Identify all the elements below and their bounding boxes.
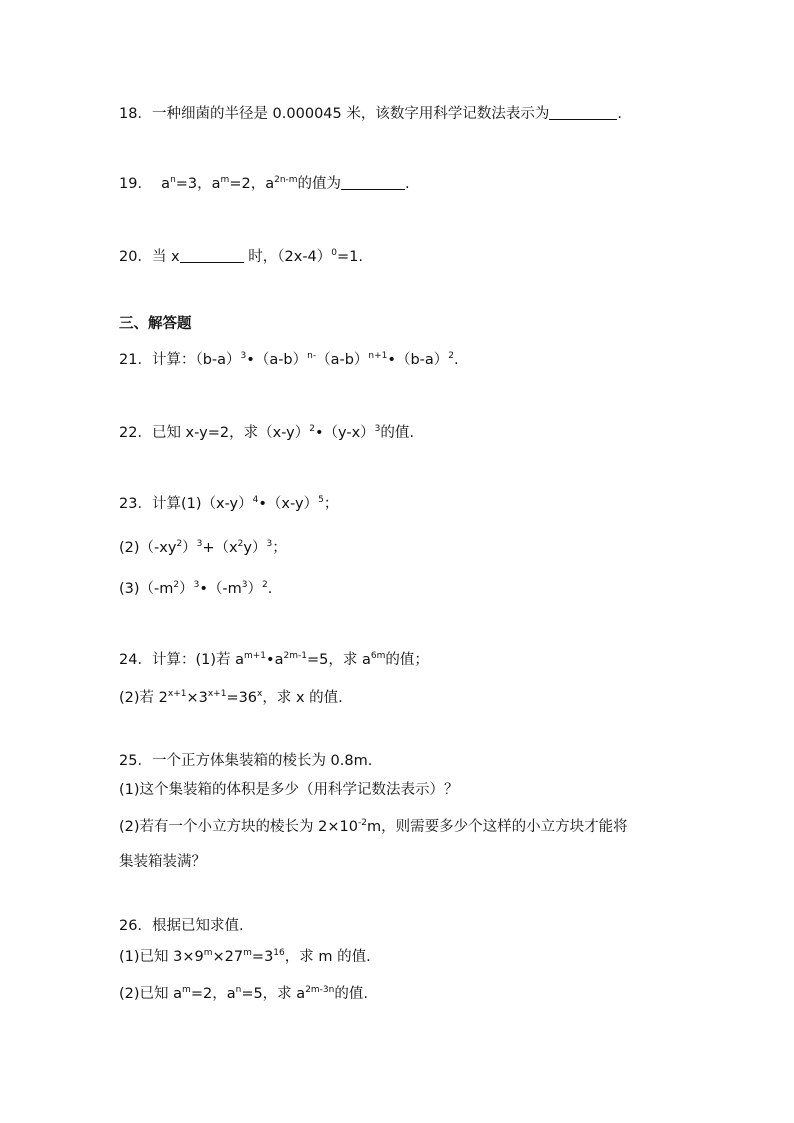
answer-blank: [180, 248, 244, 264]
question-18: 18．一种细菌的半径是 0.000045 米，该数字用科学记数法表示为 .: [119, 106, 622, 122]
question-23-line-2: $(2)(-xy^2)^3+(x^2y)^3$；: [119, 539, 287, 556]
question-26-line-3: (2)已知 $a^m=2$，$a^n=5$，求 $a^{2m-3n}$的值.: [119, 985, 368, 1002]
question-24-line-1: 24．计算：(1)若 $a^{m+1}•a^{2m-1}=5$，求 $a^{6m}$的值；: [119, 651, 429, 668]
answer-blank: [549, 105, 617, 121]
answer-blank: [341, 175, 405, 191]
question-21: 21．计算：$(b-a)^3•(a-b)^{n-}(a-b)^{n+1}•(b-a)^2$.: [119, 351, 459, 368]
question-23-line-3: $(3)(-m^2)^3•(-m^3)^2$.: [119, 580, 273, 597]
question-number: 24．: [119, 652, 152, 668]
question-number: 19．: [119, 176, 152, 192]
question-number: 23．: [119, 496, 152, 512]
question-text: 一种细菌的半径是 0.000045 米，该数字用科学记数法表示为: [151, 106, 550, 122]
question-26-line-1: 26．根据已知求值.: [119, 918, 244, 934]
question-number: 18．: [119, 106, 152, 122]
question-number: 20．: [119, 249, 152, 265]
question-number: 22．: [119, 425, 152, 441]
question-25-line-3: (2)若有一个小立方块的棱长为 $2\times 10^{-2}m$，则需要多少个这样的小立方块才能将: [119, 818, 628, 835]
question-20: 20．当 x 时，$(2x-4)^0=1$.: [119, 248, 363, 265]
question-number: 25．: [119, 753, 152, 769]
question-number: 26．: [119, 918, 152, 934]
question-24-line-2: (2)若 $2^{x+1}\times 3^{x+1}=36^x$，求 x 的值.: [119, 689, 343, 706]
question-22: 22．已知 x-y=2，求$(x-y)^2•(y-x)^3$的值.: [119, 424, 414, 441]
question-25-line-2: (1)这个集装箱的体积是多少（用科学记数法表示）？: [119, 782, 459, 798]
question-number: 21．: [119, 352, 152, 368]
question-25-line-4: 集装箱装满？: [119, 854, 206, 870]
question-25-line-1: 25．一个正方体集装箱的棱长为 0.8m.: [119, 753, 373, 769]
question-19: 19． $a^n=3$，$a^m=2$，$a^{2n-m}$的值为 .: [119, 175, 410, 192]
section-heading: 三、解答题: [119, 316, 192, 332]
question-26-line-2: (1)已知 $3\times 9^m\times 27^m=3^{16}$，求 m 的值.: [119, 948, 371, 965]
question-23-line-1: 23．计算$(1)(x-y)^4•(x-y)^5$；: [119, 495, 339, 512]
